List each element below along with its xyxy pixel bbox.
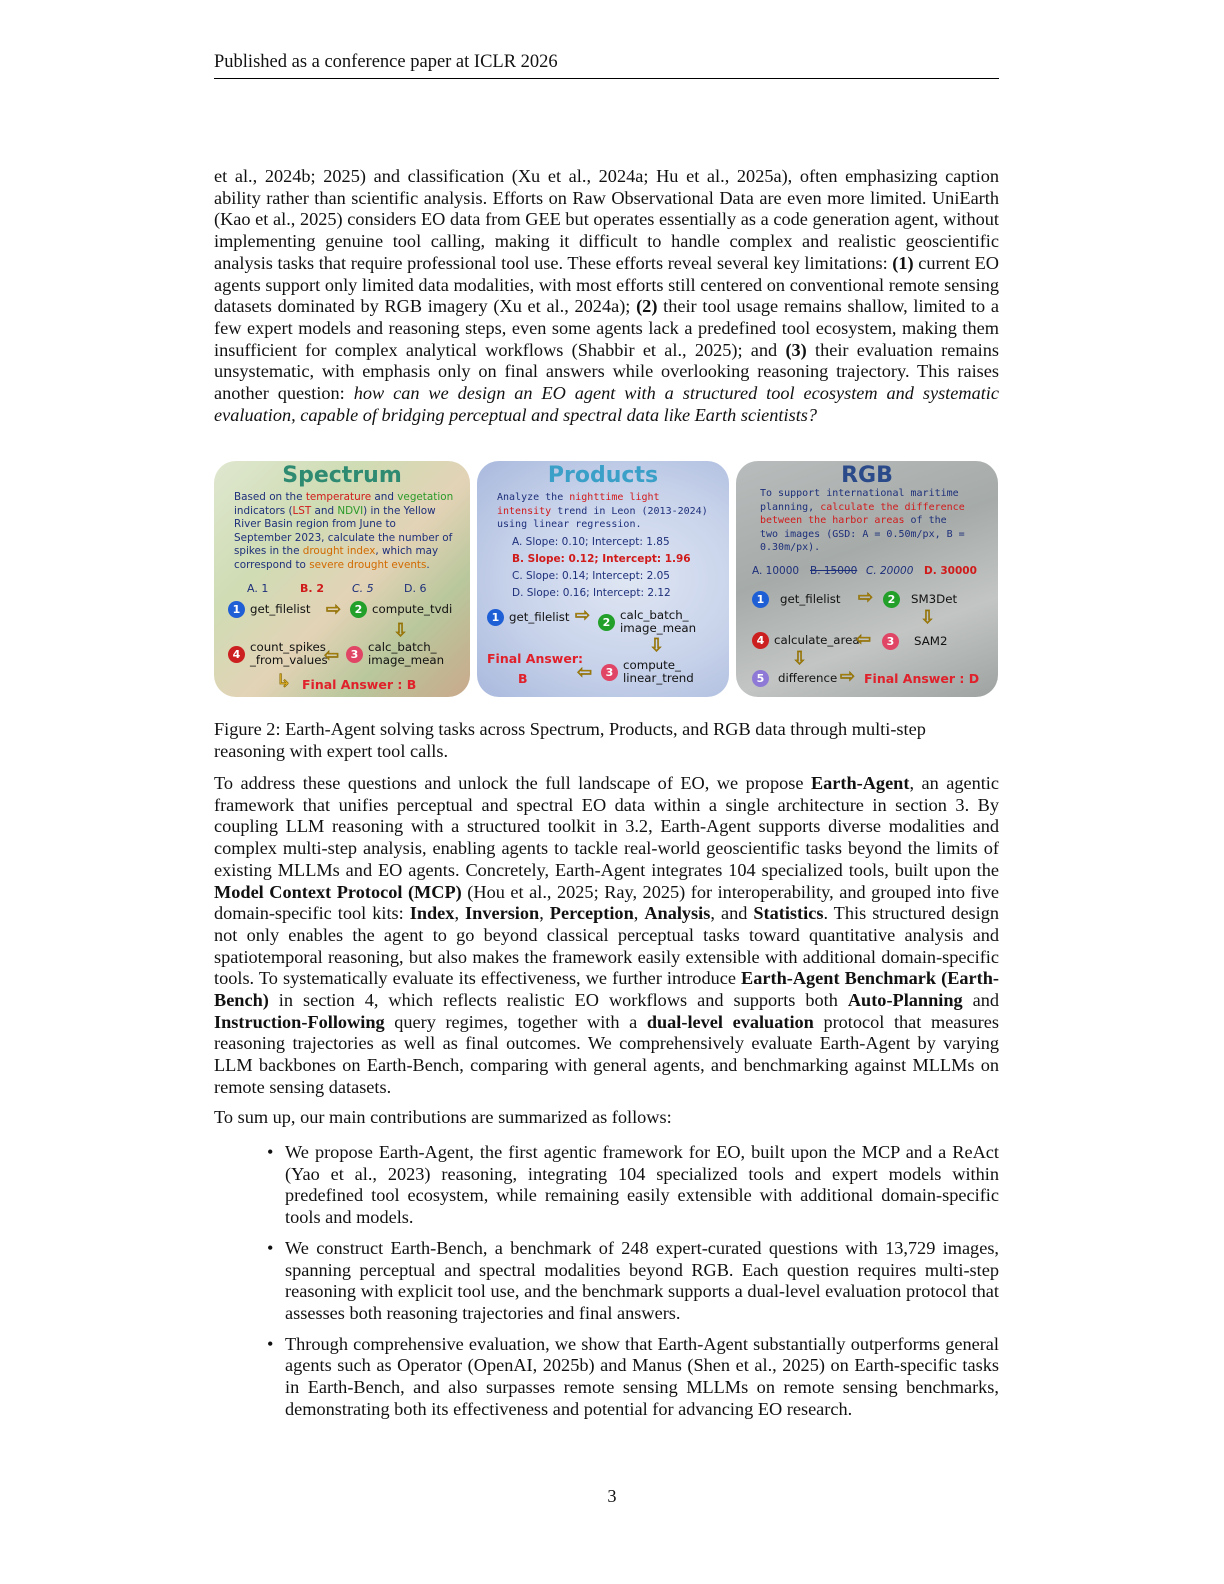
arrow-left-icon: ⇦ xyxy=(856,629,872,650)
rgb-final-answer: Final Answer : D xyxy=(864,671,980,686)
products-step-1: 1 get_filelist xyxy=(487,609,570,626)
products-option-c: C. Slope: 0.14; Intercept: 2.05 xyxy=(512,570,670,582)
rgb-option-d: D. 30000 xyxy=(924,565,977,577)
arrow-right-icon: ⇨ xyxy=(858,587,874,608)
arrow-down-icon: ⇩ xyxy=(393,620,409,641)
spectrum-panel xyxy=(214,461,470,697)
arrow-down-icon: ⇩ xyxy=(649,635,665,656)
figure-2 xyxy=(214,461,999,699)
rgb-step-2: 2 SM3Det xyxy=(883,591,957,608)
arrow-right-icon: ⇨ xyxy=(840,666,856,687)
products-option-b: B. Slope: 0.12; Intercept: 1.96 xyxy=(512,553,691,565)
spectrum-title: Spectrum xyxy=(282,463,402,488)
running-header: Published as a conference paper at ICLR 2026 xyxy=(214,52,999,79)
curved-arrow-icon: ↳ xyxy=(276,671,292,692)
products-option-a: A. Slope: 0.10; Intercept: 1.85 xyxy=(512,536,670,548)
paragraph-limitations: et al., 2024b; 2025) and classification (Xu et al., 2024a; Hu et al., 2025a), often emphasizing caption ability rather than scientific analysis. Efforts on Raw Observational Data are even more limited. UniEarth (Kao et al., 2025) considers EO data from GEE but operates essentially as a code generation agent, without implementing genuine tool calling, making it difficult to handle complex and realistic geoscientific analysis tasks that require professional tool use. These efforts reveal several key limitations: (1) current EO agents support only limited data modalities, with most efforts still centered on conventional remote sensing datasets dominated by RGB imagery (Xu et al., 2024a); (2) their tool usage remains shallow, limited to a few expert models and reasoning steps, even some agents lack a predefined tool ecosystem, making them insufficient for complex analytical workflows (Shabbir et al., 2025); and (3) their evaluation remains unsystematic, with emphasis only on final answers while overlooking reasoning trajectory. This raises another question: how can we design an EO agent with a structured tool ecosystem and systematic evaluation, capable of bridging perceptual and spectral data like Earth scientists? xyxy=(214,166,999,425)
arrow-right-icon: ⇨ xyxy=(575,605,591,626)
paragraph-summary: To sum up, our main contributions are summarized as follows: xyxy=(214,1107,672,1127)
rgb-question: To support international maritime planning, calculate the difference between the harbor areas of the two images (GSD: A = 0.50m/px, B = 0.30m/px). xyxy=(760,488,965,553)
products-title: Products xyxy=(547,463,659,488)
rgb-step-4: 4 calculate_area xyxy=(752,632,860,649)
rgb-step-3: 3 SAM2 xyxy=(882,633,947,650)
products-panel xyxy=(477,461,729,697)
products-option-d: D. Slope: 0.16; Intercept: 2.12 xyxy=(512,587,671,599)
arrow-left-icon: ⇦ xyxy=(577,662,593,683)
figure-caption: Figure 2: Earth-Agent solving tasks across Spectrum, Products, and RGB data through multi-step reasoning with expert tool calls. xyxy=(214,719,926,761)
products-step-2: 2 calc_batch_ image_mean xyxy=(598,609,694,635)
rgb-step-5: 5 difference xyxy=(752,670,837,687)
bullet-icon: • xyxy=(267,1333,274,1354)
rgb-option-a: A. 10000 xyxy=(752,565,800,577)
contributions-list xyxy=(214,1142,999,1429)
paragraph-proposal: To address these questions and unlock the full landscape of EO, we propose Earth-Agent, an agentic framework that unifies perceptual and spectral EO data within a single architecture in section 3. By coupling LLM reasoning with a structured toolkit in 3.2, Earth-Agent supports diverse modalities and complex multi-step analysis, enabling agents to tackle real-world geoscientific tasks beyond the limits of existing MLLMs and EO agents. Concretely, Earth-Agent integrates 104 specialized tools, built upon the Model Context Protocol (MCP) (Hou et al., 2025; Ray, 2025) for interoperability, and grouped into five domain-specific tool kits: Index, Inversion, Perception, Analysis, and Statistics. This structured design not only enables the agent to go beyond classical perceptual tasks toward quantitative analysis and spatiotemporal reasoning, but also makes the framework easily extensible with additional domain-specific tools. To systematically evaluate its effectiveness, we further introduce Earth-Agent Benchmark (Earth-Bench) in section 4, which reflects realistic EO workflows and supports both Auto-Planning and Instruction-Following query regimes, together with a dual-level evaluation protocol that measures reasoning trajectories as well as final outcomes. We comprehensively evaluate Earth-Agent by varying LLM backbones on Earth-Bench, comparing with general agents, and benchmarking against MLLMs on remote sensing datasets. xyxy=(214,773,1000,1097)
products-final-value: B xyxy=(518,671,528,686)
spectrum-question: Based on the temperature and vegetation indicators (LST and NDVI) in the Yellow River Basin region from June to September 2023, calculate the number of spikes in the drought index, which may correspond to severe drought events. xyxy=(234,491,454,571)
arrow-left-icon: ⇦ xyxy=(324,645,340,666)
products-question: Analyze the nighttime light intensity trend in Leon (2013-2024) using linear regression. xyxy=(497,492,708,530)
list-item: • We propose Earth-Agent, the first agentic framework for EO, built upon the MCP and a ReAct (Yao et al., 2023) reasoning, integrating 104 specialized tools and expert models within predefined tool ecosystem, while remaining easily extensible with additional domain-specific tools and models. xyxy=(267,1142,999,1228)
spectrum-step-1: 1 get_filelist xyxy=(228,601,311,618)
spectrum-option-d: D. 6 xyxy=(404,582,427,595)
rgb-title: RGB xyxy=(841,463,893,488)
rgb-panel xyxy=(736,461,998,697)
arrow-right-icon: ⇨ xyxy=(326,599,342,620)
spectrum-option-c: C. 5 xyxy=(352,582,374,595)
list-item: • Through comprehensive evaluation, we show that Earth-Agent substantially outperforms general agents such as Operator (OpenAI, 2025b) and Manus (Shen et al., 2025) on Earth-specific tasks in Earth-Bench, and also surpasses remote sensing MLLMs on remote sensing benchmarks, demonstrating both its effectiveness and potential for advancing EO research. xyxy=(267,1333,999,1419)
rgb-option-b: B. 15000 xyxy=(810,565,858,577)
rgb-step-1: 1 get_filelist xyxy=(752,591,841,608)
arrow-down-icon: ⇩ xyxy=(920,607,936,628)
list-item: • We construct Earth-Bench, a benchmark of 248 expert-curated questions with 13,729 images, spanning perceptual and spectral modalities beyond RGB. Each question requires multi-step reasoning with explicit tool use, and the benchmark supports a dual-level evaluation protocol that assesses both reasoning trajectories and final answers. xyxy=(267,1237,999,1323)
bullet-icon: • xyxy=(267,1142,274,1162)
products-final-label: Final Answer: xyxy=(487,651,583,666)
bullet-icon: • xyxy=(267,1237,274,1258)
rgb-option-c: C. 20000 xyxy=(866,565,914,577)
spectrum-step-4: 4 count_spikes _from_values xyxy=(228,641,328,667)
spectrum-option-a: A. 1 xyxy=(247,582,269,595)
spectrum-step-2: 2 compute_tvdi xyxy=(350,601,452,618)
page-number: 3 xyxy=(607,1486,617,1506)
spectrum-step-3: 3 calc_batch_ image_mean xyxy=(346,641,440,667)
arrow-down-icon: ⇩ xyxy=(792,648,808,669)
spectrum-final-answer: Final Answer : B xyxy=(302,677,417,692)
spectrum-option-b: B. 2 xyxy=(300,582,325,595)
products-step-3: 3 compute_ linear_trend xyxy=(601,659,699,685)
